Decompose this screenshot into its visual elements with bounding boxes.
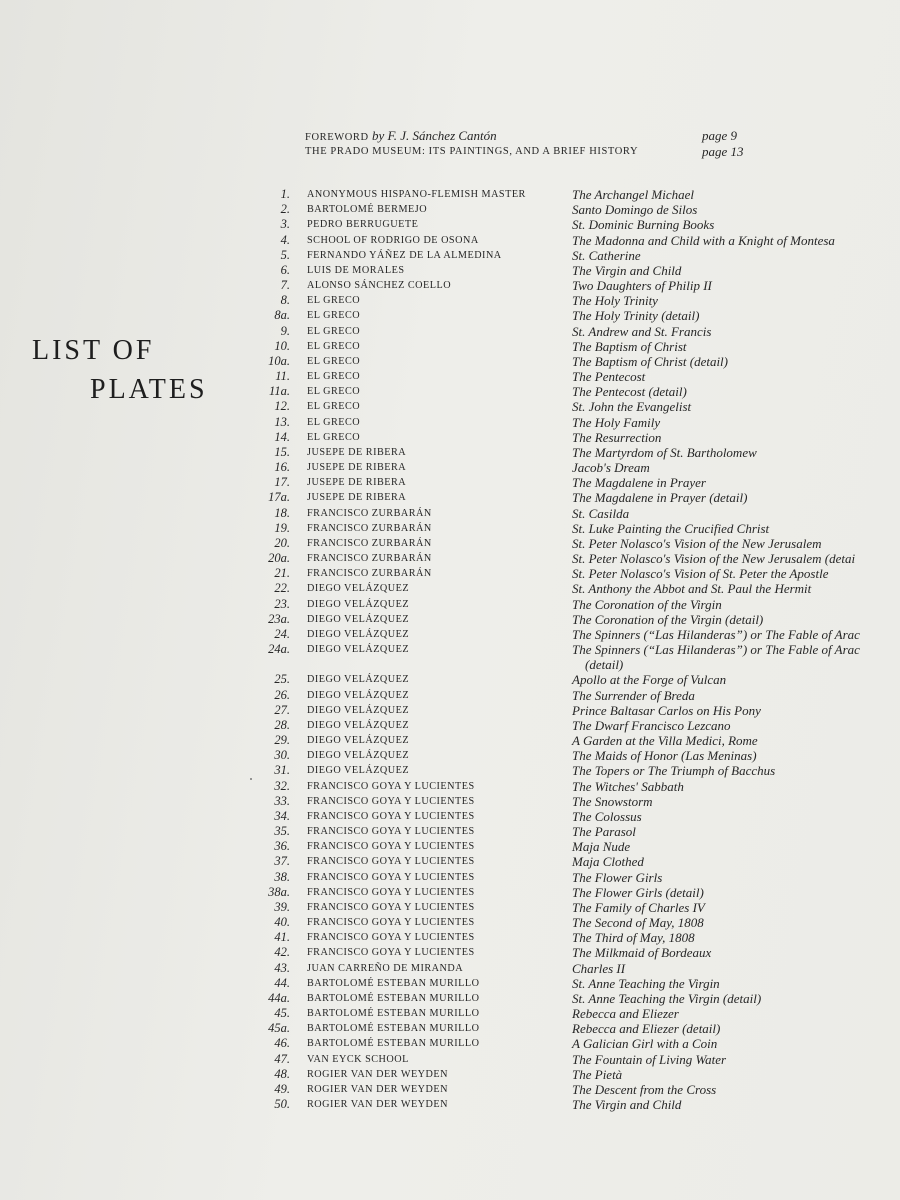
plate-title: The Magdalene in Prayer (572, 475, 706, 491)
plate-number: 44a. (268, 990, 290, 1005)
plate-number: 40. (274, 915, 290, 929)
plate-number: 23. (274, 596, 290, 611)
plate-number: 24. (274, 626, 290, 641)
plate-title: Rebecca and Eliezer (572, 1006, 679, 1021)
plate-artist: FRANCISCO GOYA Y LUCIENTES (307, 826, 475, 837)
list-item (0, 354, 900, 369)
plate-title: The Descent from the Cross (572, 1081, 717, 1097)
plate-artist: EL GRECO (307, 401, 361, 413)
list-item (0, 854, 900, 869)
plate-number: 13. (274, 414, 290, 429)
plate-number: 2. (280, 202, 290, 217)
plate-number: 10. (274, 338, 290, 353)
list-item (0, 779, 900, 794)
plate-title: Prince Baltasar Carlos on His Pony (572, 702, 761, 718)
list-item (0, 885, 900, 900)
plate-number: 15. (274, 444, 290, 459)
plate-title: The Baptism of Christ (572, 338, 687, 354)
plate-number: 11a. (269, 384, 290, 399)
plate-number: 17a. (268, 490, 290, 505)
plate-number: 21. (274, 566, 290, 581)
header-foreword-label: FOREWORD (305, 132, 369, 143)
plate-number: 22. (274, 581, 290, 596)
plate-title: The Pentecost (detail) (572, 384, 687, 400)
plate-artist: JUAN CARREÑO DE MIRANDA (307, 962, 464, 974)
list-item (0, 1097, 900, 1112)
header-history-entry (305, 145, 638, 159)
plate-artist: EL GRECO (307, 355, 361, 367)
list-item (0, 1036, 900, 1051)
plate-artist: JUSEPE DE RIBERA (307, 446, 407, 458)
plate-title: The Family of Charles IV (572, 899, 705, 915)
list-item (0, 308, 900, 323)
plate-number: 35. (274, 824, 290, 838)
plate-title: The Second of May, 1808 (572, 915, 704, 930)
plate-artist: FRANCISCO ZURBARÁN (307, 553, 432, 564)
plate-number: 36. (274, 839, 290, 854)
plate-artist: JUSEPE DE RIBERA (307, 462, 407, 473)
list-item (0, 794, 900, 809)
list-item (0, 460, 900, 475)
list-item (0, 688, 900, 703)
list-item (0, 900, 900, 915)
plate-title: St. Catherine (572, 247, 641, 263)
plate-title: The Coronation of the Virgin (detail) (572, 611, 764, 627)
plate-title: St. Peter Nolasco's Vision of the New Jerusalem (572, 535, 822, 551)
plate-artist: DIEGO VELÁZQUEZ (307, 598, 410, 610)
plate-artist: ROGIER VAN DER WEYDEN (307, 1068, 448, 1080)
plate-artist: FRANCISCO ZURBARÁN (307, 537, 432, 549)
plate-number: 48. (274, 1066, 290, 1081)
plate-title: The Spinners (“Las Hilanderas”) or The Fable of Arac (572, 642, 860, 657)
list-item (0, 217, 900, 232)
plate-artist: ALONSO SÁNCHEZ COELLO (307, 280, 452, 291)
list-item (0, 1082, 900, 1097)
plate-number: 30. (274, 748, 290, 763)
plate-number: 11. (275, 369, 290, 383)
list-item (0, 384, 900, 399)
plate-artist: EL GRECO (307, 340, 361, 352)
plate-title: Two Daughters of Philip II (572, 278, 712, 293)
plate-title: The Topers or The Triumph of Bacchus (572, 763, 776, 779)
list-item (0, 763, 900, 778)
list-item (0, 445, 900, 460)
plate-title: St. Luke Painting the Crucified Christ (572, 520, 770, 536)
plate-title: The Flower Girls (detail) (572, 884, 704, 900)
plate-artist: EL GRECO (307, 371, 361, 382)
plate-artist: EL GRECO (307, 325, 361, 337)
plate-artist: DIEGO VELÁZQUEZ (307, 644, 410, 655)
list-item (0, 551, 900, 566)
list-item (0, 536, 900, 551)
plate-artist: DIEGO VELÁZQUEZ (307, 628, 410, 640)
plate-artist: ROGIER VAN DER WEYDEN (307, 1099, 448, 1110)
list-item (0, 1067, 900, 1082)
plate-artist: DIEGO VELÁZQUEZ (307, 735, 410, 746)
plate-artist: DIEGO VELÁZQUEZ (307, 689, 410, 701)
plate-title: St. Anthony the Abbot and St. Paul the Hermit (572, 581, 812, 597)
plate-title: The Madonna and Child with a Knight of Montesa (572, 232, 835, 248)
plate-title: The Parasol (572, 824, 636, 839)
list-item (0, 870, 900, 885)
plate-artist: FRANCISCO ZURBARÁN (307, 568, 432, 580)
plate-number: 19. (274, 520, 290, 535)
plate-artist: BARTOLOMÉ ESTEBAN MURILLO (307, 992, 480, 1004)
plate-artist: FRANCISCO GOYA Y LUCIENTES (307, 780, 475, 792)
plate-number: 33. (274, 793, 290, 808)
list-item (0, 976, 900, 991)
plate-artist: JUSEPE DE RIBERA (307, 492, 407, 504)
plate-title: The Milkmaid of Bordeaux (572, 945, 712, 961)
plate-artist: DIEGO VELÁZQUEZ (307, 765, 410, 777)
header-history-label: THE PRADO MUSEUM: ITS PAINTINGS, AND A BRIEF HISTORY (305, 146, 639, 157)
plate-artist: FRANCISCO GOYA Y LUCIENTES (307, 901, 475, 913)
plate-number: 25. (274, 672, 290, 687)
header-foreword-entry (305, 129, 497, 145)
plate-artist: FERNANDO YÁÑEZ DE LA ALMEDINA (307, 249, 502, 261)
list-item (0, 278, 900, 293)
plate-number: 7. (280, 278, 290, 292)
list-item (0, 369, 900, 384)
plate-title: Rebecca and Eliezer (detail) (572, 1021, 721, 1037)
plate-title: St. Andrew and St. Francis (572, 323, 712, 339)
list-item (0, 566, 900, 581)
plate-title: St. Peter Nolasco's Vision of the New Jerusalem (detai (572, 551, 856, 566)
plate-number: 45a. (268, 1021, 290, 1036)
list-item (0, 824, 900, 839)
plate-number: 1. (280, 187, 290, 201)
plate-title: A Galician Girl with a Coin (572, 1036, 718, 1052)
plate-number: 10a. (268, 353, 290, 368)
list-item (0, 915, 900, 930)
plate-number: 8a. (274, 308, 290, 323)
list-item (0, 339, 900, 354)
plate-number: 9. (280, 323, 290, 338)
plate-artist: VAN EYCK SCHOOL (307, 1053, 409, 1065)
plate-title: Maja Clothed (572, 854, 644, 870)
plate-number: 46. (274, 1036, 290, 1051)
plate-number: 27. (274, 702, 290, 717)
list-item (0, 612, 900, 627)
plate-artist: ROGIER VAN DER WEYDEN (307, 1083, 448, 1095)
plate-number: 49. (274, 1081, 290, 1096)
plate-title: The Holy Trinity (572, 293, 658, 309)
list-item (0, 248, 900, 263)
plate-artist: DIEGO VELÁZQUEZ (307, 750, 410, 762)
plate-artist: EL GRECO (307, 310, 361, 322)
plate-title: The Dwarf Francisco Lezcano (572, 717, 731, 733)
list-item (0, 748, 900, 763)
plate-title: The Surrender of Breda (572, 687, 695, 703)
plate-title: St. Casilda (572, 505, 630, 521)
plate-artist: FRANCISCO GOYA Y LUCIENTES (307, 810, 475, 822)
list-item (0, 597, 900, 612)
plate-artist: BARTOLOMÉ BERMEJO (307, 204, 428, 216)
plate-title: The Colossus (572, 808, 642, 824)
plate-artist: FRANCISCO GOYA Y LUCIENTES (307, 932, 475, 944)
plate-number: 17. (274, 475, 290, 490)
plate-title: St. Anne Teaching the Virgin (detail) (572, 990, 762, 1006)
plate-artist: BARTOLOMÉ ESTEBAN MURILLO (307, 977, 480, 989)
page-title-line-1: LIST OF (32, 335, 155, 366)
plate-artist: DIEGO VELÁZQUEZ (307, 583, 410, 595)
plate-title: The Virgin and Child (572, 1097, 682, 1112)
plate-number: 23a. (268, 611, 290, 626)
plate-title: The Pietà (572, 1066, 623, 1082)
plate-title: The Magdalene in Prayer (detail) (572, 490, 748, 506)
list-item (0, 415, 900, 430)
plate-number: 4. (280, 232, 290, 247)
plate-title: The Snowstorm (572, 793, 653, 809)
list-item (0, 1006, 900, 1021)
plate-number: 45. (274, 1006, 290, 1020)
plate-title: Apollo at the Forge of Vulcan (572, 672, 727, 688)
plate-number: 28. (274, 717, 290, 732)
list-item (0, 490, 900, 505)
plate-number: 38. (274, 869, 290, 884)
plate-artist: EL GRECO (307, 295, 361, 307)
page-title-line-2: PLATES (90, 374, 208, 405)
plate-number: 31. (274, 763, 290, 778)
page-speck (250, 778, 252, 780)
plate-artist: FRANCISCO ZURBARÁN (307, 522, 432, 534)
plate-number: 29. (274, 733, 290, 747)
list-item (0, 521, 900, 536)
list-item (0, 581, 900, 596)
plate-title-continued: (detail) (585, 657, 624, 672)
plate-title: The Fountain of Living Water (572, 1051, 727, 1067)
plate-artist: EL GRECO (307, 431, 361, 443)
plate-artist: FRANCISCO ZURBARÁN (307, 507, 432, 519)
plate-number: 26. (274, 687, 290, 702)
plate-number: 6. (280, 262, 290, 277)
plate-number: 32. (274, 778, 290, 793)
list-item (0, 642, 900, 672)
plate-number: 8. (280, 293, 290, 308)
list-item (0, 1052, 900, 1067)
plate-artist: FRANCISCO GOYA Y LUCIENTES (307, 856, 475, 868)
plate-artist: DIEGO VELÁZQUEZ (307, 613, 410, 625)
list-item (0, 293, 900, 308)
plate-number: 47. (274, 1051, 290, 1066)
plate-number: 18. (274, 505, 290, 520)
plate-number: 16. (274, 460, 290, 474)
list-item (0, 202, 900, 217)
plate-title: The Flower Girls (572, 869, 663, 885)
plate-artist: DIEGO VELÁZQUEZ (307, 674, 410, 686)
plate-title: St. Dominic Burning Books (572, 217, 715, 233)
list-item (0, 809, 900, 824)
plate-title: Santo Domingo de Silos (572, 202, 698, 218)
plate-number: 24a. (268, 642, 290, 656)
plate-artist: DIEGO VELÁZQUEZ (307, 704, 410, 716)
plate-title: The Coronation of the Virgin (572, 596, 722, 612)
list-item (0, 263, 900, 278)
plate-title: The Holy Trinity (detail) (572, 308, 700, 324)
plate-number: 37. (274, 854, 290, 869)
plate-title: St. John the Evangelist (572, 399, 692, 415)
plate-title: Jacob's Dream (572, 460, 650, 475)
plate-title: The Holy Family (572, 414, 661, 430)
plate-artist: EL GRECO (307, 416, 361, 428)
plate-title: Maja Nude (572, 839, 631, 855)
plate-title: The Spinners (“Las Hilanderas”) or The Fable of Arac (572, 626, 860, 642)
list-item (0, 187, 900, 202)
plate-title: The Maids of Honor (Las Meninas) (572, 748, 757, 764)
plate-number: 14. (274, 429, 290, 444)
plate-number: 42. (274, 945, 290, 960)
list-item (0, 839, 900, 854)
list-item (0, 506, 900, 521)
list-item (0, 430, 900, 445)
plate-artist: FRANCISCO GOYA Y LUCIENTES (307, 795, 475, 807)
plate-title: The Resurrection (572, 429, 662, 445)
plate-number: 12. (274, 399, 290, 414)
plate-artist: SCHOOL OF RODRIGO DE OSONA (307, 234, 479, 246)
list-item (0, 733, 900, 748)
plate-number: 39. (274, 899, 290, 914)
plate-title: Charles II (572, 960, 626, 976)
list-item (0, 703, 900, 718)
plate-number: 38a. (268, 884, 290, 899)
plate-artist: FRANCISCO GOYA Y LUCIENTES (307, 841, 475, 853)
plate-title: The Pentecost (572, 369, 646, 384)
list-item (0, 475, 900, 490)
plate-title: St. Peter Nolasco's Vision of St. Peter the Apostle (572, 566, 829, 582)
plate-title: St. Anne Teaching the Virgin (572, 975, 720, 991)
plate-title: The Third of May, 1808 (572, 930, 695, 946)
plate-number: 43. (274, 960, 290, 975)
list-item (0, 399, 900, 414)
plate-title: The Virgin and Child (572, 262, 682, 278)
plate-number: 3. (280, 217, 290, 232)
list-item (0, 991, 900, 1006)
plate-number: 44. (274, 975, 290, 990)
plate-artist: FRANCISCO GOYA Y LUCIENTES (307, 917, 475, 928)
plate-number: 50. (274, 1097, 290, 1111)
list-item (0, 930, 900, 945)
list-item (0, 945, 900, 960)
plate-number: 5. (280, 247, 290, 262)
plate-artist: FRANCISCO GOYA Y LUCIENTES (307, 886, 475, 898)
plate-artist: LUIS DE MORALES (307, 264, 405, 276)
list-item (0, 718, 900, 733)
list-item (0, 233, 900, 248)
plate-number: 20. (274, 535, 290, 550)
list-item (0, 672, 900, 687)
plate-title: The Martyrdom of St. Bartholomew (572, 444, 757, 460)
plate-title: A Garden at the Villa Medici, Rome (572, 733, 758, 748)
list-item (0, 627, 900, 642)
list-item (0, 961, 900, 976)
plate-artist: FRANCISCO GOYA Y LUCIENTES (307, 947, 475, 959)
header-history-page: page 13 (702, 144, 744, 159)
plate-artist: BARTOLOMÉ ESTEBAN MURILLO (307, 1038, 480, 1050)
plate-artist: PEDRO BERRUGUETE (307, 219, 419, 231)
list-item (0, 324, 900, 339)
plate-artist: EL GRECO (307, 386, 361, 398)
plate-title: The Witches' Sabbath (572, 778, 684, 794)
plate-artist: JUSEPE DE RIBERA (307, 477, 407, 489)
plate-artist: DIEGO VELÁZQUEZ (307, 719, 410, 731)
header-foreword-page: page 9 (702, 128, 738, 143)
plate-artist: ANONYMOUS HISPANO-FLEMISH MASTER (307, 189, 526, 200)
plate-title: The Archangel Michael (572, 187, 695, 202)
plate-number: 20a. (268, 551, 290, 565)
plate-artist: BARTOLOMÉ ESTEBAN MURILLO (307, 1023, 480, 1035)
header-foreword-author: by F. J. Sánchez Cantón (371, 128, 497, 143)
plate-number: 41. (274, 930, 290, 945)
list-item (0, 1021, 900, 1036)
plate-artist: FRANCISCO GOYA Y LUCIENTES (307, 871, 475, 883)
plate-title: The Baptism of Christ (detail) (572, 353, 728, 369)
plate-artist: BARTOLOMÉ ESTEBAN MURILLO (307, 1008, 480, 1019)
plate-number: 34. (274, 808, 290, 823)
